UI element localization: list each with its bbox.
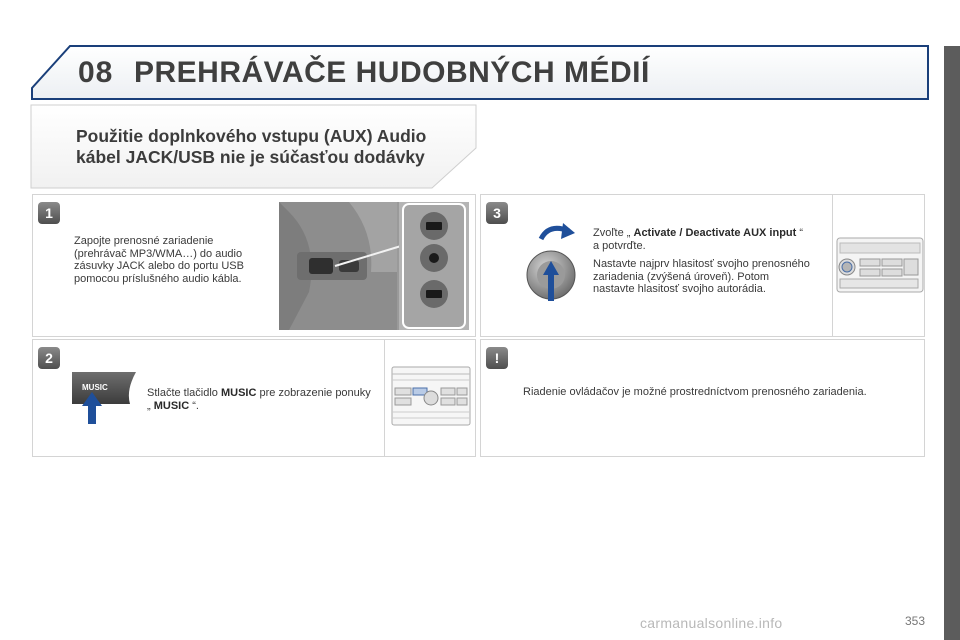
menu-option-name: Activate / Deactivate AUX input xyxy=(633,227,797,239)
chapter-title: PREHRÁVAČE HUDOBNÝCH MÉDIÍ xyxy=(134,56,650,89)
rotary-knob-icon xyxy=(523,221,581,303)
music-button-illustration xyxy=(70,370,138,426)
step-3-paragraph-2: Nastavte najprv hlasitosť svojho prenosného zariadenia (zvýšená úroveň). Potom nastavte hlasitosť svojho autorádia. xyxy=(593,258,810,296)
step-3-text xyxy=(593,227,811,302)
chapter-number: 08 xyxy=(78,56,114,89)
section-subtitle xyxy=(76,126,456,168)
watermark: carmanualsonline.info xyxy=(640,615,783,631)
subtitle-line-2: kábel JACK/USB nie je súčasťou dodávky xyxy=(76,147,425,167)
step-3-badge: 3 xyxy=(486,202,508,224)
warning-icon: ! xyxy=(486,347,508,369)
subtitle-line-1: Použitie doplnkového vstupu (AUX) Audio xyxy=(76,126,427,146)
music-button-label: MUSIC xyxy=(82,383,108,392)
console-sockets-illustration xyxy=(279,202,469,330)
side-tab-bar xyxy=(944,46,960,640)
step-3-panel xyxy=(480,194,925,337)
note-text: Riadenie ovládačov je možné prostredníctvom prenosného zariadenia. xyxy=(523,386,867,398)
note-panel xyxy=(480,339,925,457)
step-2-badge: 2 xyxy=(38,347,60,369)
radio-unit-illustration xyxy=(836,237,924,293)
step-1-text: Zapojte prenosné zariadenie (prehrávač MP3/WMA…) do audio zásuvky JACK alebo do portu USB pomocou príslušného audio kábla. xyxy=(74,235,244,285)
page-number: 353 xyxy=(905,614,926,628)
aux-socket-image xyxy=(279,202,469,330)
step-3-paragraph-1: Zvoľte „ Activate / Deactivate AUX input “ a potvrďte. xyxy=(593,227,804,252)
step-1-panel xyxy=(32,194,476,337)
step-2-text: Stlačte tlačidlo MUSIC pre zobrazenie ponuky „ MUSIC “. xyxy=(147,387,371,412)
step-1-badge: 1 xyxy=(38,202,60,224)
step-2-panel xyxy=(32,339,476,457)
radio-panel-illustration xyxy=(391,366,471,426)
header-banner xyxy=(0,0,960,110)
